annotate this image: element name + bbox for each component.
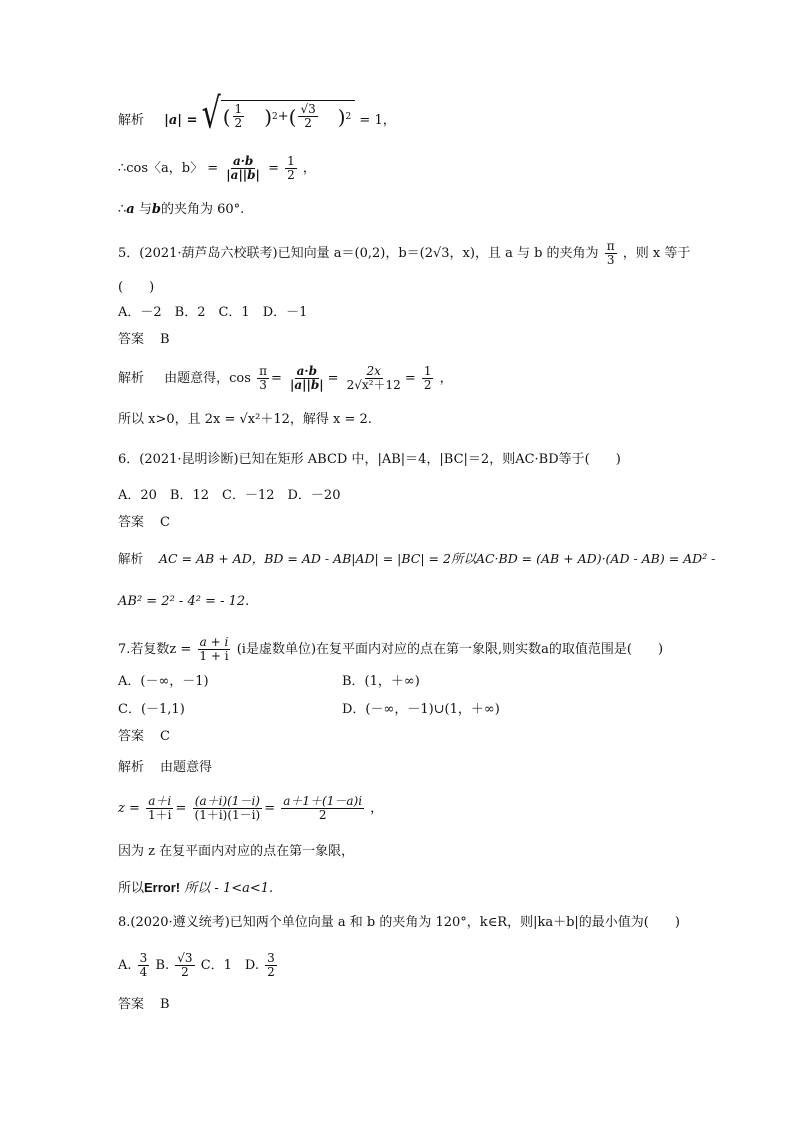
question-7-options-cd: C．(－1,1) <box>118 702 185 717</box>
question-5-solution-2: 所以 x>0，且 2x = √x²＋12，解得 x = 2. <box>118 412 372 427</box>
sqrt-expression: √ ( $\frac{1}{2}$ ) 2 + ( $\frac{√3}{2}$ ) 2 <box>202 100 356 130</box>
solution-line-magnitude: 解析 |a| = √ ( $\frac{1}{2}$ ) 2 + ( $\frac{√3}{2}$ ) 2 = 1， <box>118 89 396 139</box>
question-5-paren: ( ) <box>118 280 155 295</box>
question-6-answer: 答案 C <box>118 515 170 530</box>
question-8-options: A. $\frac{3}{4}$ B. $\frac{√3}{2}$ C．1 D. $\frac{3}{2}$ <box>118 951 275 980</box>
solution-line-angle: ∴a 与b的夹角为 60°. <box>118 202 245 217</box>
question-7-stem: 7.若复数z = $\frac{a + i}{1 + i}$ (i是虚数单位)在复平面内对应的点在第一象限,则实数a的取值范围是( ) <box>118 635 664 664</box>
question-7-options-ab: A．(－∞，－1) <box>118 674 209 689</box>
question-8-answer: 答案 B <box>118 997 170 1012</box>
question-5-stem: 5．(2021·葫芦岛六校联考)已知向量 a＝(0,2)，b＝(2√3，x)，且 a 与 b 的夹角为 $\frac{\pi}{3}$ ，则 x 等于 <box>118 239 691 268</box>
question-8-stem: 8.(2020·遵义统考)已知两个单位向量 a 和 b 的夹角为 120°，k∈R，则|ka＋b|的最小值为( ) <box>118 915 680 930</box>
question-6-stem: 6．(2021·昆明诊断)已知在矩形 ABCD 中，|AB|＝4，|BC|＝2，则AC·BD等于( ) <box>118 452 621 467</box>
question-5-solution: 解析 由题意得，cos $\frac{\pi}{3}$ = $\frac{a\cdot b}{|a||b|}$ = $\frac{2x}{\text{2√x²＋12}}$ = $\frac{1}{2}$ ， <box>118 364 453 393</box>
question-7-option-d: D．(－∞，－1)∪(1，＋∞) <box>342 702 500 717</box>
question-7-option-b: B．(1，＋∞) <box>342 674 420 689</box>
question-6-options: A．20 B．12 C．－12 D．－20 <box>118 488 341 503</box>
question-7-solution-2: 因为 z 在复平面内对应的点在第一象限， <box>118 844 355 859</box>
solution-line-cos: ∴cos〈a，b〉 = $\frac{a\cdot b}{|a||b|}$ = $\frac{1}{2}$ ， <box>118 154 316 183</box>
question-5-answer: 答案 B <box>118 332 170 347</box>
question-7-solution-intro: 解析 由题意得 <box>118 760 213 775</box>
question-7-solution-3: 所以Error! 所以 - 1<a<1. <box>118 880 274 896</box>
question-6-solution: 解析 AC = AB + AD，BD = AD - AB|AD| = |BC| = 2所以AC·BD = (AB + AD)·(AD - AB) = AD² - <box>118 551 716 566</box>
question-7-answer: 答案 C <box>118 729 170 744</box>
question-5-options: A．－2 B．2 C．1 D．－1 <box>118 305 308 320</box>
question-7-solution-equation: z = $\frac{a+i}{1+i}$ = $\frac{(a+i)(1-i)}{(1+i)(1-i)}$ = $\frac{a+1+(1-a)i}{2}$ ， <box>118 794 384 823</box>
question-6-solution-2: AB² = 2² - 4² = - 12. <box>118 594 250 609</box>
